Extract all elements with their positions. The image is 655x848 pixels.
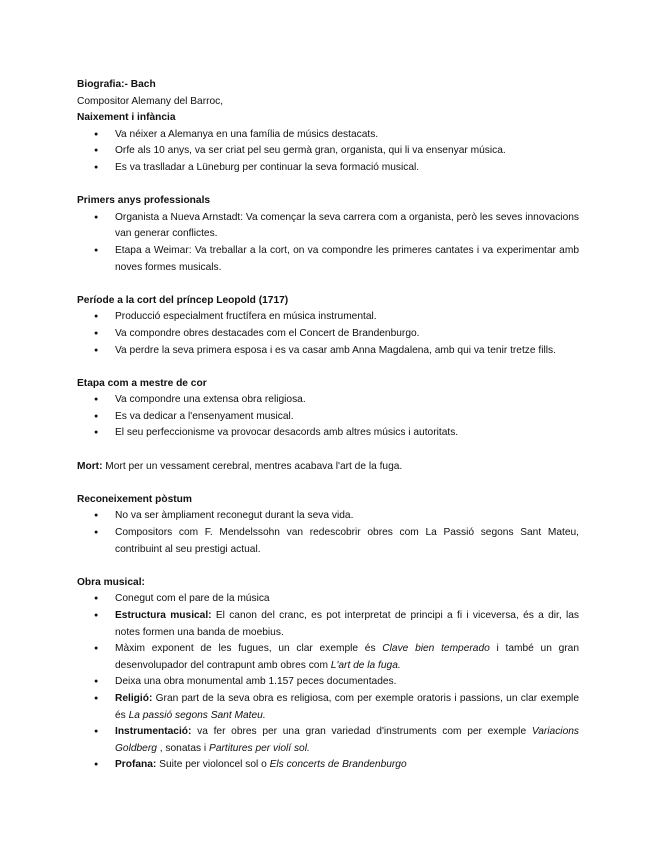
section-heading-reconeixement: Reconeixement pòstum: [77, 493, 192, 505]
list-item: ● Va compondre una extensa obra religiosa.: [77, 392, 579, 409]
item-text: El canon del cranc, es pot interpretat de principi a fi i viceversa, és a dir, las notes formen una banda de moebius.: [115, 610, 579, 638]
list-naixement: [77, 127, 579, 177]
item-label: Estructura musical:: [115, 610, 212, 621]
section-heading-leopold: Període a la cort del príncep Leopold (1717): [77, 294, 289, 306]
list-primers-anys: [77, 210, 579, 276]
list-item: ● Deixa una obra monumental amb 1.157 peces documentades.: [77, 674, 579, 691]
item-emphasis: Partitures per violí sol.: [209, 742, 310, 754]
item-emphasis: Clave bien temperado: [382, 643, 490, 655]
item-emphasis: Variacions Goldberg: [115, 726, 579, 754]
list-item: [77, 757, 579, 774]
list-item: ● No va ser àmpliament reconegut durant la seva vida.: [77, 508, 579, 525]
list-item: ● Producció especialment fructífera en música instrumental.: [77, 309, 579, 326]
item-emphasis: L'art de la fuga.: [330, 659, 401, 671]
list-item: ● El seu perfeccionisme va provocar desacords amb altres músics i autoritats.: [77, 425, 579, 442]
section-heading-primers-anys: Primers anys professionals: [77, 195, 211, 207]
item-label: Religió:: [115, 692, 153, 704]
list-leopold: [77, 309, 579, 359]
list-item: ● Orfe als 10 anys, va ser criat pel seu germà gran, organista, qui li va ensenyar música.: [77, 143, 579, 160]
section-heading-obra-musical: Obra musical:: [77, 576, 145, 588]
item-text: Màxim exponent de les fugues, un clar exemple és: [115, 643, 383, 655]
mort-paragraph: [77, 459, 579, 476]
doc-subtitle: Compositor Alemany del Barroc,: [77, 95, 224, 107]
list-item: [77, 641, 579, 674]
item-emphasis: La passió segons Sant Mateu.: [128, 709, 266, 721]
document-body: [77, 77, 579, 774]
list-item: ● Va néixer a Alemanya en una família de músics destacats.: [77, 127, 579, 144]
list-item: ● Va perdre la seva primera esposa i es va casar amb Anna Magdalena, amb qui va tenir tretze fills.: [77, 343, 579, 360]
item-label: Instrumentació:: [115, 726, 192, 738]
item-label: Profana:: [115, 759, 157, 771]
section-heading-mestre-cor: Etapa com a mestre de cor: [77, 377, 207, 389]
list-obra-musical: [77, 591, 579, 774]
mort-text: Mort per un vessament cerebral, mentres acabava l'art de la fuga.: [102, 460, 403, 472]
list-reconeixement: [77, 508, 579, 558]
item-text: , sonatas i: [156, 742, 210, 754]
item-text: va fer obres per una gran variedad d'instruments com per exemple: [191, 726, 532, 738]
list-item: [77, 724, 579, 757]
item-text: Suite per violoncel sol o: [156, 759, 270, 771]
list-item: [77, 691, 579, 724]
list-item: ● Va compondre obres destacades com el Concert de Brandenburgo.: [77, 326, 579, 343]
list-item: ● Compositors com F. Mendelssohn van redescobrir obres com La Passió segons Sant Mateu, contribuint al seu prestigi actual.: [77, 525, 579, 558]
list-item: ● Conegut com el pare de la música: [77, 591, 579, 608]
list-item: ● Es va traslladar a Lüneburg per continuar la seva formació musical.: [77, 160, 579, 177]
item-text: Gran part de la seva obra es religiosa, com per exemple oratoris i passions, un clar exemple és: [115, 692, 579, 721]
section-heading-naixement: Naixement i infància: [77, 112, 176, 124]
list-item: [77, 608, 579, 641]
mort-label: Mort:: [77, 460, 103, 472]
item-emphasis: Els concerts de Brandenburgo: [269, 759, 407, 771]
list-item: ● Es va dedicar a l'ensenyament musical.: [77, 409, 579, 426]
list-mestre-cor: [77, 392, 579, 442]
item-text: i també un gran desenvolupador del contrapunt amb obres com: [115, 643, 580, 671]
doc-title: Biografia:- Bach: [77, 79, 156, 90]
list-item: ● Organista a Nueva Arnstadt: Va començar la seva carrera com a organista, però les seves innovacions van generar conflictes.: [77, 210, 579, 243]
list-item: ● Etapa a Weimar: Va treballar a la cort, on va compondre les primeres cantates i va experimentar amb noves formes musicals.: [77, 243, 579, 276]
